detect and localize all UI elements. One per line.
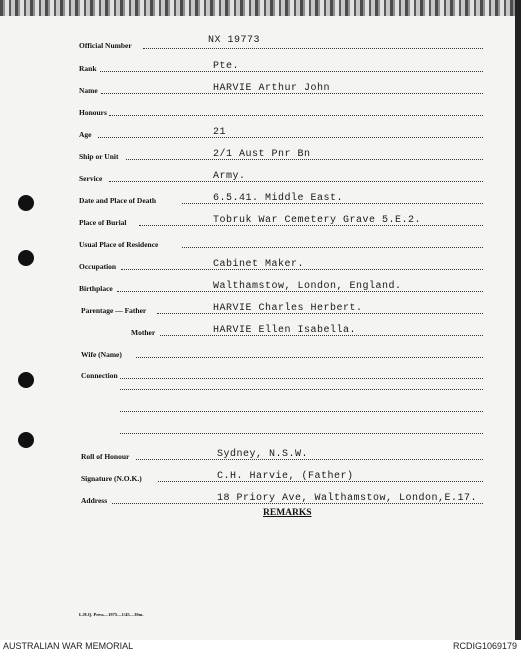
father-label: Parentage — Father	[81, 306, 147, 315]
field-ship-or-unit	[0, 143, 521, 163]
residence-label: Usual Place of Residence	[79, 240, 159, 249]
mother-label: Mother	[131, 328, 156, 337]
rank-value: Pte.	[213, 61, 240, 72]
death-value: 6.5.41. Middle East.	[213, 193, 344, 204]
birthplace-label: Birthplace	[79, 284, 113, 293]
dotted-line	[109, 115, 483, 116]
roll-label: Roll of Honour	[81, 452, 130, 461]
field-address	[0, 487, 521, 507]
field-wife	[0, 341, 521, 361]
field-occupation	[0, 253, 521, 273]
signature-label: Signature (N.O.K.)	[81, 474, 142, 483]
dotted-line	[100, 71, 483, 72]
field-burial	[0, 209, 521, 229]
dotted-line	[120, 433, 483, 434]
official-number-value: NX 19773	[208, 35, 261, 46]
service-value: Army.	[213, 171, 246, 182]
ship-value: 2/1 Aust Pnr Bn	[213, 149, 311, 160]
field-residence	[0, 231, 521, 251]
wife-label: Wife (Name)	[81, 350, 122, 359]
dotted-line	[182, 247, 483, 248]
name-value: HARVIE Arthur John	[213, 83, 331, 94]
mother-value: HARVIE Ellen Isabella.	[213, 325, 357, 336]
name-label: Name	[79, 86, 98, 95]
occupation-value: Cabinet Maker.	[213, 259, 305, 270]
field-rank	[0, 55, 521, 75]
roll-value: Sydney, N.S.W.	[217, 449, 309, 460]
field-name	[0, 77, 521, 97]
age-value: 21	[213, 127, 227, 138]
official-number-label: Official Number	[79, 41, 132, 50]
footer-record-id: RCDIG1069179	[452, 641, 517, 651]
field-signature	[0, 465, 521, 485]
dotted-line	[120, 389, 483, 390]
dotted-line	[109, 181, 483, 182]
dotted-line	[98, 137, 483, 138]
field-birthplace	[0, 275, 521, 295]
field-father	[0, 297, 521, 317]
connection-label: Connection	[81, 371, 118, 380]
burial-label: Place of Burial	[79, 218, 127, 227]
field-connection	[0, 362, 521, 382]
signature-value: C.H. Harvie, (Father)	[217, 471, 354, 482]
remarks-heading: REMARKS	[263, 508, 312, 518]
dotted-line	[136, 357, 483, 358]
address-value: 18 Priory Ave, Walthamstow, London,E.17.	[217, 493, 478, 504]
field-mother	[0, 319, 521, 339]
field-death	[0, 187, 521, 207]
ship-label: Ship or Unit	[79, 152, 119, 161]
dotted-line	[120, 411, 483, 412]
dotted-line	[136, 459, 483, 460]
field-age	[0, 121, 521, 141]
address-label: Address	[81, 496, 108, 505]
dotted-line	[120, 378, 483, 379]
field-honours	[0, 99, 521, 119]
occupation-label: Occupation	[79, 262, 117, 271]
footer-institution: AUSTRALIAN WAR MEMORIAL	[3, 641, 134, 651]
age-label: Age	[79, 130, 92, 139]
rank-label: Rank	[79, 64, 97, 73]
scan-edge-top	[0, 0, 521, 16]
father-value: HARVIE Charles Herbert.	[213, 303, 363, 314]
dotted-line	[143, 48, 483, 49]
printer-imprint: L.H.Q. Press—1975—1/45—30m.	[79, 612, 144, 617]
honours-label: Honours	[79, 108, 107, 117]
field-roll-of-honour	[0, 443, 521, 463]
birthplace-value: Walthamstow, London, England.	[213, 281, 402, 292]
service-label: Service	[79, 174, 103, 183]
burial-value: Tobruk War Cemetery Grave 5.E.2.	[213, 215, 422, 226]
field-service	[0, 165, 521, 185]
field-official-number	[0, 32, 521, 52]
death-label: Date and Place of Death	[79, 196, 157, 205]
